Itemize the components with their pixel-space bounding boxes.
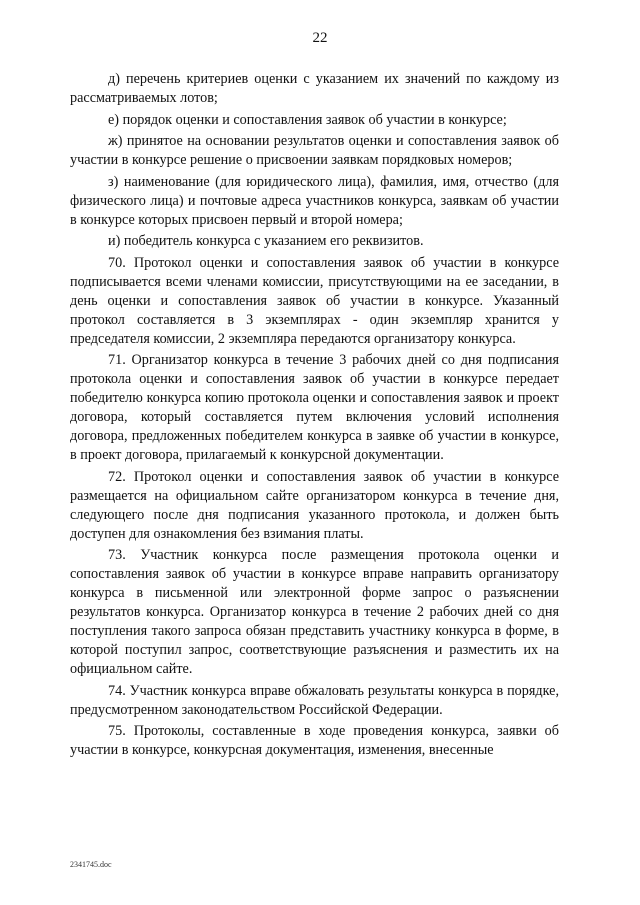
clause-71: 71. Организатор конкурса в течение 3 рабочих дней со дня подписания протокола оценки и сопоставления заявок об участии в конкурсе передает победителю конкурса копию протокола оценки и сопоставления заявок и проект договора, который составляется путем включения условий исполнения договора, предложенных победителем конкурса в заявке об участии в конкурсе, в проект договора, прилагаемый к конкурсной документации.	[70, 352, 559, 463]
file-name-footer: 2341745.doc	[70, 860, 112, 869]
document-body	[70, 70, 559, 763]
page-number: 22	[312, 30, 328, 46]
list-item-zh: ж) принятое на основании результатов оценки и сопоставления заявок об участии в конкурсе решение о присвоении заявкам порядковых номеров;	[70, 133, 559, 168]
clause-74: 74. Участник конкурса вправе обжаловать результаты конкурса в порядке, предусмотренном законодательством Российской Федерации.	[70, 682, 559, 718]
list-item-e: е) порядок оценки и сопоставления заявок об участии в конкурсе;	[108, 111, 507, 128]
list-item-z: з) наименование (для юридического лица), фамилия, имя, отчество (для физического лица) и почтовые адреса участников конкурса, заявкам об участии в конкурсе которых присвоен первый и второй номера;	[70, 173, 559, 228]
clause-75: 75. Протоколы, составленные в ходе проведения конкурса, заявки об участии в конкурсе, конкурсная документация, изменения, внесенные	[70, 723, 559, 758]
clause-70: 70. Протокол оценки и сопоставления заявок об участии в конкурсе подписывается всеми членами комиссии, присутствующими на ее заседании, в день оценки и сопоставления заявок об участии в конкурсе. Указанный протокол составляется в 3 экземплярах - один экземпляр хранится у председателя комиссии, 2 экземпляра передаются организатору конкурса.	[70, 254, 559, 347]
clause-72: 72. Протокол оценки и сопоставления заявок об участии в конкурсе размещается на официальном сайте организатором конкурса в течение дня, следующего после дня подписания указанного протокола, и должен быть доступен для ознакомления без взимания платы.	[70, 468, 559, 542]
clause-73: 73. Участник конкурса после размещения протокола оценки и сопоставления заявок об участии в конкурсе вправе направить организатору конкурса в письменной или электронной форме запрос о разъяснении результатов конкурса. Организатор конкурса в течение 2 рабочих дней со дня поступления такого запроса обязан представить участнику конкурса в форме, в которой поступил запрос, соответствующие разъяснения и разместить их на официальном сайте.	[70, 547, 559, 677]
list-item-d: д) перечень критериев оценки с указанием их значений по каждому из рассматриваемых лотов;	[70, 71, 559, 106]
list-item-i: и) победитель конкурса с указанием его реквизитов.	[108, 233, 424, 249]
